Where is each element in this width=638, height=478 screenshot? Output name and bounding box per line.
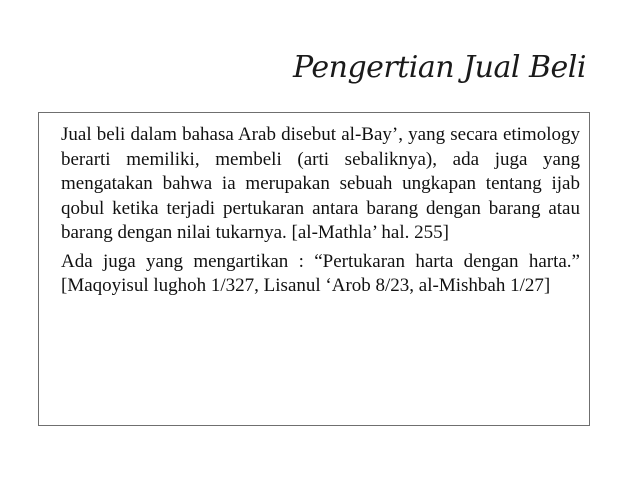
slide-title: Pengertian Jual Beli: [293, 50, 586, 85]
alternate-definition-paragraph: Ada juga yang mengartikan : “Pertukaran harta dengan harta.” [Maqoyisul lughoh 1/327, Lisanul ‘Arob 8/23, al-Mishbah 1/27]: [61, 250, 580, 296]
content-box: [38, 112, 590, 426]
definition-paragraph: Jual beli dalam bahasa Arab disebut al-Bay’, yang secara etimology berarti memiliki, membeli (arti sebaliknya), ada juga yang mengatakan bahwa ia merupakan sebuah ungkapan tentang ijab qobul ketika terjadi pertukaran antara barang dengan barang atau barang dengan nilai tukarnya. [al-Mathla’ hal. 255]: [61, 124, 580, 243]
